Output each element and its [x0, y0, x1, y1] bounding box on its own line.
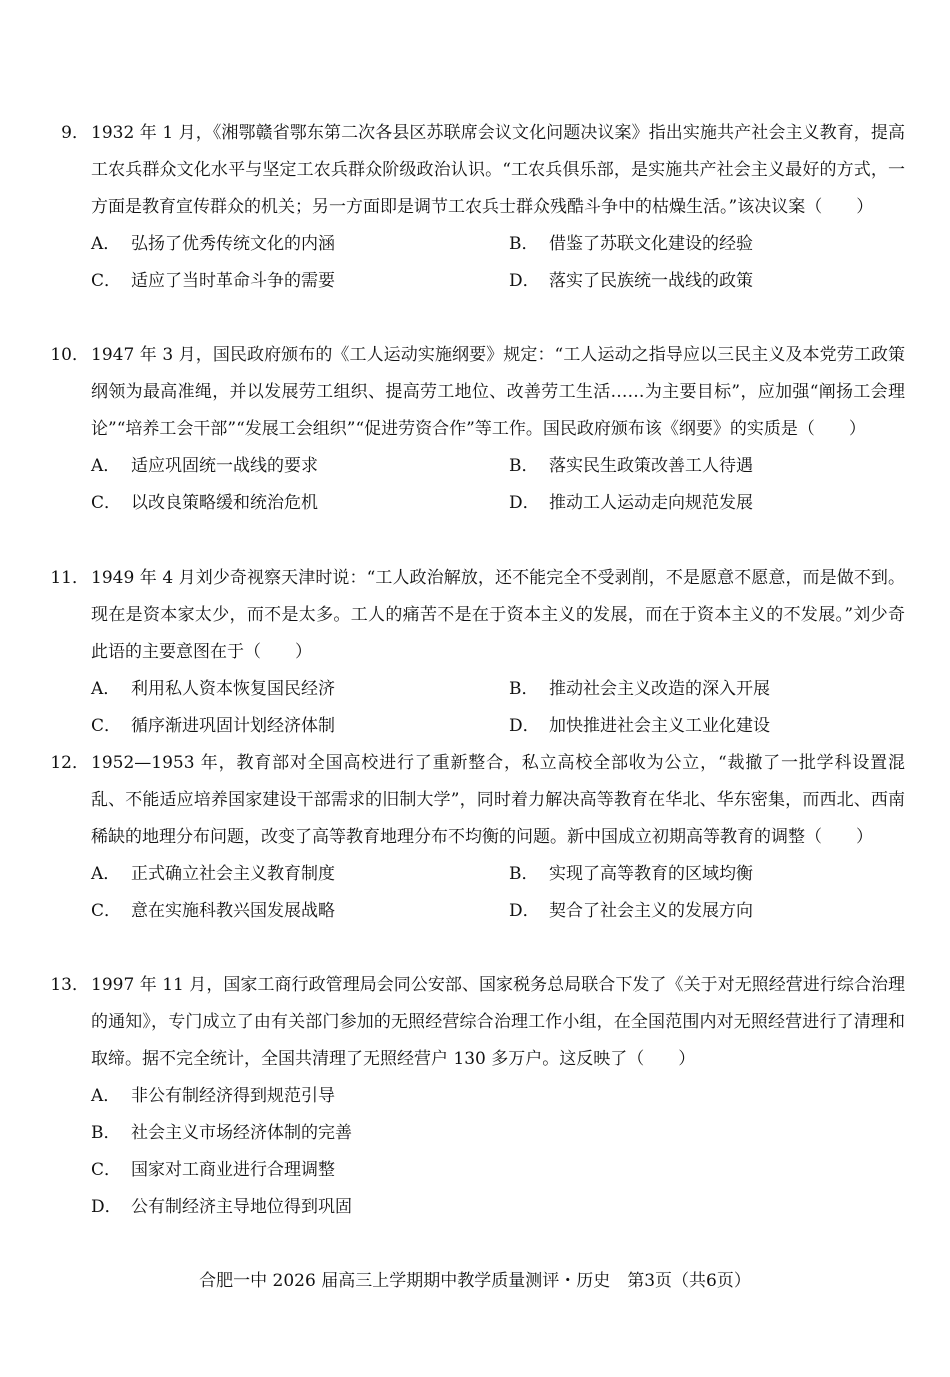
option-b — [509, 448, 753, 485]
question-stem — [45, 745, 905, 856]
question-11 — [45, 560, 905, 745]
option-letter: C． — [91, 716, 122, 736]
option-c — [91, 263, 335, 300]
question-text: 1949 年 4 月刘少奇视察天津时说：“工人政治解放，还不能完全不受剥削，不是愿意不愿意，而是做不到。现在是资本家太少，而不是太多。工人的痛苦不是在于资本主义的发展，而在于资本主义的不发展。”刘少奇此语的主要意图在于（ ） — [91, 568, 905, 662]
option-a — [91, 1078, 335, 1115]
question-stem — [45, 560, 905, 671]
option-letter: D． — [509, 716, 540, 736]
question-text: 1952—1953 年，教育部对全国高校进行了重新整合，私立高校全部收为公立，“裁撤了一批学科设置混乱、不能适应培养国家建设干部需求的旧制大学”，同时着力解决高等教育在华北、华东密集，而西北、西南稀缺的地理分布问题，改变了高等教育地理分布不均衡的问题。新中国成立初期高等教育的调整（ ） — [91, 753, 905, 847]
options-grid — [91, 226, 905, 300]
option-text: 利用私人资本恢复国民经济 — [131, 679, 335, 699]
question-stem — [45, 337, 905, 448]
option-text: 国家对工商业进行合理调整 — [131, 1160, 335, 1180]
option-a — [91, 856, 335, 893]
option-letter: B． — [91, 1123, 121, 1143]
question-10 — [45, 337, 905, 522]
option-text: 弘扬了优秀传统文化的内涵 — [131, 234, 335, 254]
option-letter: D． — [509, 271, 540, 291]
question-number: 13． — [50, 975, 89, 995]
option-text: 实现了高等教育的区域均衡 — [549, 864, 753, 884]
option-text: 适应了当时革命斗争的需要 — [131, 271, 335, 291]
option-d — [91, 1189, 352, 1226]
option-d — [509, 485, 753, 522]
option-letter: B． — [509, 864, 539, 884]
option-c — [91, 485, 318, 522]
option-letter: C． — [91, 493, 122, 513]
option-c — [91, 1152, 335, 1189]
option-text: 公有制经济主导地位得到巩固 — [131, 1197, 352, 1217]
question-text: 1932 年 1 月，《湘鄂赣省鄂东第二次各县区苏联席会议文化问题决议案》指出实施共产社会主义教育，提高工农兵群众文化水平与坚定工农兵群众阶级政治认识。“工农兵俱乐部，是实施共产社会主义最好的方式，一方面是教育宣传群众的机关；另一方面即是调节工农兵士群众残酷斗争中的枯燥生活。”该决议案（ ） — [91, 123, 905, 217]
option-letter: D． — [509, 901, 540, 921]
option-b — [509, 856, 753, 893]
option-d — [509, 263, 753, 300]
option-text: 以改良策略缓和统治危机 — [131, 493, 318, 513]
page-footer: 合肥一中 2026 届高三上学期期中教学质量测评・历史 第3页（共6页） — [199, 1271, 751, 1291]
option-b — [509, 671, 770, 708]
option-letter: C． — [91, 901, 122, 921]
question-12 — [45, 745, 905, 930]
option-text: 契合了社会主义的发展方向 — [549, 901, 753, 921]
option-text: 社会主义市场经济体制的完善 — [131, 1123, 352, 1143]
question-13 — [45, 967, 905, 1226]
question-stem — [45, 115, 905, 226]
question-number: 12． — [50, 753, 89, 773]
option-letter: C． — [91, 271, 122, 291]
option-letter: D． — [91, 1197, 122, 1217]
option-text: 借鉴了苏联文化建设的经验 — [549, 234, 753, 254]
question-number: 11． — [50, 568, 89, 588]
option-letter: C． — [91, 1160, 122, 1180]
option-b — [91, 1115, 352, 1152]
question-stem — [45, 967, 905, 1078]
option-text: 推动工人运动走向规范发展 — [549, 493, 753, 513]
option-text: 循序渐进巩固计划经济体制 — [131, 716, 335, 736]
option-c — [91, 893, 335, 930]
option-letter: A． — [91, 456, 121, 476]
option-a — [91, 671, 335, 708]
option-text: 非公有制经济得到规范引导 — [131, 1086, 335, 1106]
option-text: 落实了民族统一战线的政策 — [549, 271, 753, 291]
options-grid — [91, 448, 905, 522]
option-c — [91, 708, 335, 745]
options-grid — [91, 671, 905, 745]
question-number: 9． — [61, 123, 89, 143]
options-list — [91, 1078, 905, 1226]
option-letter: D． — [509, 493, 540, 513]
option-text: 适应巩固统一战线的要求 — [131, 456, 318, 476]
option-a — [91, 448, 318, 485]
option-a — [91, 226, 335, 263]
option-letter: B． — [509, 679, 539, 699]
option-letter: A． — [91, 234, 121, 254]
question-text: 1997 年 11 月，国家工商行政管理局会同公安部、国家税务总局联合下发了《关于对无照经营进行综合治理的通知》，专门成立了由有关部门参加的无照经营综合治理工作小组，在全国范围内对无照经营进行了清理和取缔。据不完全统计，全国共清理了无照经营户 130 多万户。这反映了（ ） — [91, 975, 905, 1069]
option-text: 落实民生政策改善工人待遇 — [549, 456, 753, 476]
option-text: 推动社会主义改造的深入开展 — [549, 679, 770, 699]
option-letter: A． — [91, 679, 121, 699]
option-letter: A． — [91, 1086, 121, 1106]
question-text: 1947 年 3 月，国民政府颁布的《工人运动实施纲要》规定：“工人运动之指导应以三民主义及本党劳工政策纲领为最高准绳，并以发展劳工组织、提高劳工地位、改善劳工生活……为主要目标”，应加强“阐扬工会理论”“培养工会干部”“发展工会组织”“促进劳资合作”等工作。国民政府颁布该《纲要》的实质是（ ） — [91, 345, 905, 439]
option-b — [509, 226, 753, 263]
option-text: 正式确立社会主义教育制度 — [131, 864, 335, 884]
question-number: 10． — [50, 345, 89, 365]
option-text: 意在实施科教兴国发展战略 — [131, 901, 335, 921]
option-d — [509, 893, 753, 930]
option-letter: B． — [509, 234, 539, 254]
option-letter: A． — [91, 864, 121, 884]
option-d — [509, 708, 770, 745]
option-letter: B． — [509, 456, 539, 476]
question-9 — [45, 115, 905, 300]
options-grid — [91, 856, 905, 930]
option-text: 加快推进社会主义工业化建设 — [549, 716, 770, 736]
